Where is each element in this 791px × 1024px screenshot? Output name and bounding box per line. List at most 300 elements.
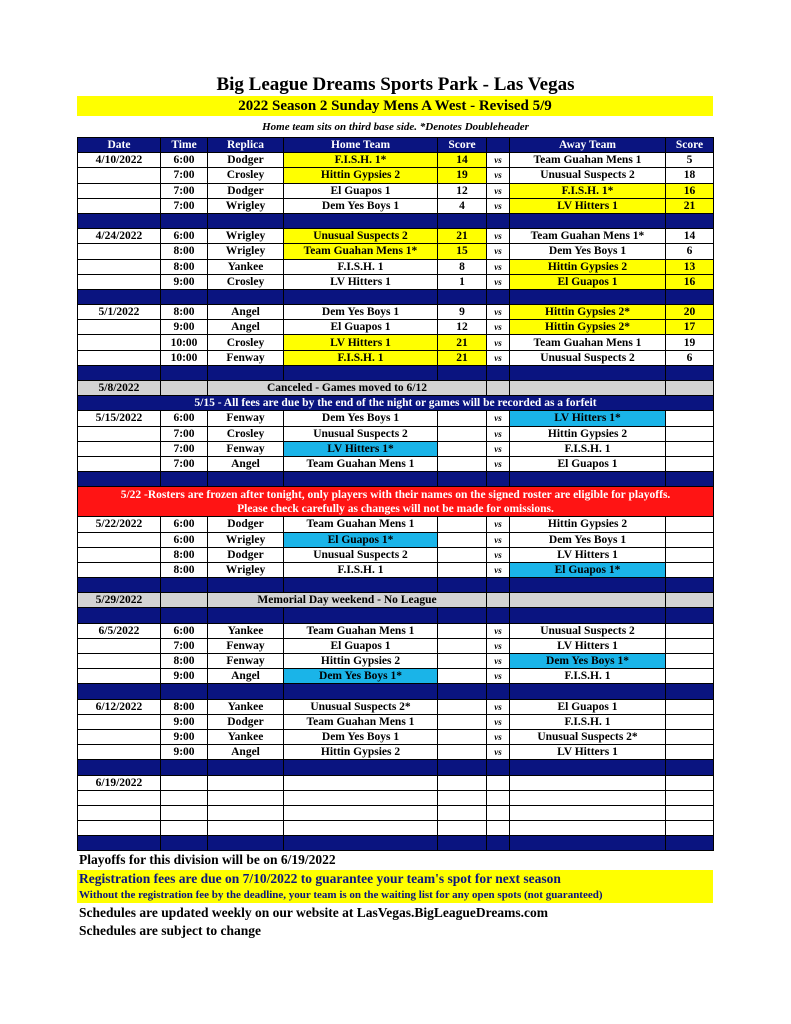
date-cell — [78, 805, 161, 820]
time-cell: 8:00 — [161, 562, 208, 577]
home-team-cell: Dem Yes Boys 1 — [284, 198, 438, 213]
score-cell — [666, 593, 714, 608]
game-row — [78, 532, 714, 547]
date-cell — [78, 532, 161, 547]
away-team-cell: Hittin Gypsies 2 — [510, 259, 666, 274]
date-cell — [78, 562, 161, 577]
vs-cell: vs — [487, 547, 510, 562]
away-team-cell: F.I.S.H. 1 — [510, 669, 666, 684]
away-cell — [510, 381, 666, 396]
separator-cell — [161, 365, 208, 380]
separator-cell — [438, 289, 487, 304]
separator-cell — [208, 608, 284, 623]
date-cell — [78, 456, 161, 471]
header-time: Time — [161, 138, 208, 153]
away-team-cell: El Guapos 1 — [510, 699, 666, 714]
page-title: Big League Dreams Sports Park - Las Vegas — [216, 74, 575, 95]
replica-cell: Wrigley — [208, 532, 284, 547]
home-team-cell: Unusual Suspects 2* — [284, 699, 438, 714]
away-team-cell: Hittin Gypsies 2 — [510, 426, 666, 441]
separator-cell — [208, 213, 284, 228]
vs-cell: vs — [487, 335, 510, 350]
home-score-cell — [438, 714, 487, 729]
vs-cell: vs — [487, 229, 510, 244]
vs-cell: vs — [487, 456, 510, 471]
date-cell — [78, 638, 161, 653]
time-cell: 6:00 — [161, 153, 208, 168]
separator-cell — [161, 472, 208, 487]
home-score-cell — [438, 547, 487, 562]
vs-cell — [487, 593, 510, 608]
vs-cell: vs — [487, 441, 510, 456]
separator-cell — [666, 608, 714, 623]
replica-cell: Fenway — [208, 350, 284, 365]
vs-cell: vs — [487, 532, 510, 547]
notice-cell: Canceled - Games moved to 6/12 — [208, 381, 487, 396]
away-team-cell: F.I.S.H. 1 — [510, 714, 666, 729]
separator-cell — [208, 578, 284, 593]
game-row — [78, 198, 714, 213]
separator-cell — [666, 684, 714, 699]
separator-cell — [666, 578, 714, 593]
separator-cell — [208, 365, 284, 380]
replica-cell: Dodger — [208, 153, 284, 168]
empty-cell — [208, 805, 284, 820]
home-team-cell: Unusual Suspects 2 — [284, 229, 438, 244]
separator-cell — [161, 578, 208, 593]
date-cell — [78, 335, 161, 350]
separator-cell — [438, 213, 487, 228]
empty-row — [78, 790, 714, 805]
canceled-row — [78, 381, 714, 396]
separator-cell — [487, 684, 510, 699]
home-team-cell: Hittin Gypsies 2 — [284, 654, 438, 669]
replica-cell: Fenway — [208, 654, 284, 669]
away-team-cell: Hittin Gypsies 2* — [510, 320, 666, 335]
time-cell: 6:00 — [161, 411, 208, 426]
game-row — [78, 669, 714, 684]
separator-cell — [666, 289, 714, 304]
separator-cell — [510, 684, 666, 699]
away-team-cell: Dem Yes Boys 1* — [510, 654, 666, 669]
schedule-table — [77, 137, 714, 851]
separator-cell — [510, 289, 666, 304]
home-score-cell: 9 — [438, 305, 487, 320]
empty-cell — [666, 821, 714, 836]
separator-cell — [487, 365, 510, 380]
waiting-list-note: Without the registration fee by the deadline, your team is on the waiting list for any open spots (not guaranteed) — [79, 889, 603, 901]
separator-cell — [208, 760, 284, 775]
schedule-note: Home team sits on third base side. *Denotes Doubleheader — [262, 121, 529, 133]
home-score-cell — [438, 745, 487, 760]
date-cell: 5/22/2022 — [78, 517, 161, 532]
home-score-cell: 14 — [438, 153, 487, 168]
time-cell: 7:00 — [161, 426, 208, 441]
date-cell — [78, 426, 161, 441]
vs-cell: vs — [487, 562, 510, 577]
roster-alert-row — [78, 487, 714, 517]
time-cell: 7:00 — [161, 638, 208, 653]
home-team-cell: Team Guahan Mens 1 — [284, 623, 438, 638]
empty-cell — [510, 821, 666, 836]
roster-alert-line: Please check carefully as changes will not be made for omissions. — [237, 502, 554, 515]
separator-cell — [78, 684, 161, 699]
replica-cell: Wrigley — [208, 562, 284, 577]
away-team-cell: Dem Yes Boys 1 — [510, 532, 666, 547]
empty-cell — [510, 775, 666, 790]
empty-cell — [284, 790, 438, 805]
separator-cell — [78, 472, 161, 487]
header-date: Date — [78, 138, 161, 153]
home-team-cell: F.I.S.H. 1 — [284, 259, 438, 274]
home-team-cell: Dem Yes Boys 1 — [284, 305, 438, 320]
game-row — [78, 426, 714, 441]
separator-cell — [438, 684, 487, 699]
home-score-cell — [438, 517, 487, 532]
header-home-score: Score — [438, 138, 487, 153]
season-subtitle: 2022 Season 2 Sunday Mens A West - Revised 5/9 — [77, 96, 713, 116]
empty-cell — [438, 805, 487, 820]
away-team-cell: LV Hitters 1 — [510, 745, 666, 760]
separator-row — [78, 289, 714, 304]
separator-cell — [78, 213, 161, 228]
vs-cell: vs — [487, 745, 510, 760]
replica-cell: Angel — [208, 320, 284, 335]
date-cell — [78, 198, 161, 213]
vs-cell: vs — [487, 153, 510, 168]
home-team-cell: Unusual Suspects 2 — [284, 547, 438, 562]
time-cell: 6:00 — [161, 532, 208, 547]
home-score-cell — [438, 699, 487, 714]
date-cell — [78, 168, 161, 183]
home-team-cell: Hittin Gypsies 2 — [284, 745, 438, 760]
vs-cell: vs — [487, 699, 510, 714]
away-team-cell: F.I.S.H. 1* — [510, 183, 666, 198]
game-row — [78, 699, 714, 714]
game-row — [78, 623, 714, 638]
separator-cell — [208, 836, 284, 851]
separator-cell — [487, 578, 510, 593]
away-team-cell: Unusual Suspects 2 — [510, 350, 666, 365]
replica-cell: Yankee — [208, 259, 284, 274]
separator-row — [78, 365, 714, 380]
empty-cell — [487, 805, 510, 820]
away-team-cell: LV Hitters 1* — [510, 411, 666, 426]
replica-cell: Dodger — [208, 517, 284, 532]
separator-cell — [666, 472, 714, 487]
vs-cell: vs — [487, 654, 510, 669]
time-cell: 6:00 — [161, 623, 208, 638]
away-team-cell: F.I.S.H. 1 — [510, 441, 666, 456]
away-score-cell: 18 — [666, 168, 714, 183]
playoffs-note: Playoffs for this division will be on 6/19/2022 — [79, 852, 336, 867]
replica-cell: Dodger — [208, 183, 284, 198]
home-team-cell: Dem Yes Boys 1 — [284, 729, 438, 744]
empty-cell — [161, 821, 208, 836]
date-cell — [78, 790, 161, 805]
game-row — [78, 350, 714, 365]
away-team-cell: LV Hitters 1 — [510, 638, 666, 653]
separator-cell — [487, 289, 510, 304]
away-score-cell — [666, 456, 714, 471]
away-score-cell — [666, 699, 714, 714]
home-score-cell — [438, 638, 487, 653]
away-score-cell: 6 — [666, 244, 714, 259]
vs-cell: vs — [487, 305, 510, 320]
time-cell — [161, 381, 208, 396]
time-cell: 9:00 — [161, 729, 208, 744]
separator-cell — [438, 472, 487, 487]
table-header-row — [78, 138, 714, 153]
home-score-cell: 21 — [438, 229, 487, 244]
time-cell: 9:00 — [161, 320, 208, 335]
home-score-cell: 1 — [438, 274, 487, 289]
empty-cell — [284, 775, 438, 790]
replica-cell: Dodger — [208, 714, 284, 729]
replica-cell: Yankee — [208, 699, 284, 714]
away-team-cell: El Guapos 1* — [510, 562, 666, 577]
separator-cell — [161, 608, 208, 623]
separator-row — [78, 836, 714, 851]
separator-cell — [666, 213, 714, 228]
time-cell: 10:00 — [161, 350, 208, 365]
date-cell — [78, 714, 161, 729]
separator-cell — [284, 289, 438, 304]
away-cell — [510, 593, 666, 608]
away-team-cell: Dem Yes Boys 1 — [510, 244, 666, 259]
away-score-cell — [666, 517, 714, 532]
home-score-cell: 4 — [438, 198, 487, 213]
header-away-team: Away Team — [510, 138, 666, 153]
separator-cell — [78, 760, 161, 775]
game-row — [78, 411, 714, 426]
separator-cell — [208, 289, 284, 304]
time-cell: 6:00 — [161, 517, 208, 532]
time-cell — [161, 593, 208, 608]
date-cell — [78, 821, 161, 836]
empty-cell — [510, 790, 666, 805]
game-row — [78, 244, 714, 259]
date-cell: 4/24/2022 — [78, 229, 161, 244]
game-row — [78, 441, 714, 456]
away-team-cell: Unusual Suspects 2 — [510, 623, 666, 638]
date-cell: 4/10/2022 — [78, 153, 161, 168]
home-team-cell: El Guapos 1 — [284, 638, 438, 653]
empty-row — [78, 821, 714, 836]
time-cell: 6:00 — [161, 229, 208, 244]
home-score-cell — [438, 729, 487, 744]
game-row — [78, 259, 714, 274]
away-team-cell: LV Hitters 1 — [510, 547, 666, 562]
game-row — [78, 183, 714, 198]
game-row — [78, 320, 714, 335]
replica-cell: Crosley — [208, 426, 284, 441]
registration-note: Registration fees are due on 7/10/2022 to guarantee your team's spot for next season — [79, 871, 561, 886]
separator-cell — [487, 760, 510, 775]
time-cell: 7:00 — [161, 183, 208, 198]
home-team-cell: Unusual Suspects 2 — [284, 426, 438, 441]
date-cell — [78, 183, 161, 198]
vs-cell — [487, 381, 510, 396]
away-score-cell — [666, 623, 714, 638]
vs-cell: vs — [487, 411, 510, 426]
game-row — [78, 456, 714, 471]
game-row — [78, 562, 714, 577]
home-score-cell — [438, 623, 487, 638]
away-team-cell: Team Guahan Mens 1 — [510, 153, 666, 168]
separator-cell — [510, 760, 666, 775]
header-home-team: Home Team — [284, 138, 438, 153]
time-cell: 7:00 — [161, 198, 208, 213]
separator-cell — [510, 472, 666, 487]
game-row — [78, 335, 714, 350]
separator-cell — [438, 578, 487, 593]
replica-cell: Angel — [208, 745, 284, 760]
away-team-cell: Hittin Gypsies 2* — [510, 305, 666, 320]
replica-cell: Crosley — [208, 274, 284, 289]
separator-cell — [78, 578, 161, 593]
vs-cell: vs — [487, 168, 510, 183]
home-team-cell: F.I.S.H. 1* — [284, 153, 438, 168]
date-cell — [78, 350, 161, 365]
separator-cell — [666, 836, 714, 851]
separator-cell — [284, 472, 438, 487]
home-team-cell: El Guapos 1 — [284, 183, 438, 198]
separator-cell — [438, 365, 487, 380]
home-team-cell: Team Guahan Mens 1* — [284, 244, 438, 259]
game-row — [78, 168, 714, 183]
replica-cell: Yankee — [208, 729, 284, 744]
replica-cell: Fenway — [208, 411, 284, 426]
empty-cell — [438, 775, 487, 790]
separator-cell — [510, 608, 666, 623]
date-cell: 6/5/2022 — [78, 623, 161, 638]
empty-row — [78, 805, 714, 820]
away-score-cell — [666, 547, 714, 562]
home-team-cell: El Guapos 1* — [284, 532, 438, 547]
home-score-cell — [438, 441, 487, 456]
home-team-cell: F.I.S.H. 1 — [284, 350, 438, 365]
game-row — [78, 517, 714, 532]
empty-cell — [161, 775, 208, 790]
home-team-cell: LV Hitters 1 — [284, 335, 438, 350]
separator-cell — [161, 684, 208, 699]
away-score-cell — [666, 638, 714, 653]
vs-cell: vs — [487, 729, 510, 744]
away-score-cell: 6 — [666, 350, 714, 365]
time-cell: 9:00 — [161, 274, 208, 289]
website-note: Schedules are updated weekly on our website at LasVegas.BigLeagueDreams.com — [79, 905, 549, 920]
separator-cell — [666, 365, 714, 380]
away-score-cell — [666, 745, 714, 760]
empty-cell — [161, 805, 208, 820]
away-score-cell — [666, 562, 714, 577]
replica-cell: Yankee — [208, 623, 284, 638]
empty-cell — [161, 790, 208, 805]
away-score-cell — [666, 441, 714, 456]
empty-cell — [487, 790, 510, 805]
empty-cell — [666, 790, 714, 805]
replica-cell: Crosley — [208, 168, 284, 183]
separator-cell — [284, 578, 438, 593]
empty-cell — [208, 790, 284, 805]
replica-cell: Crosley — [208, 335, 284, 350]
separator-cell — [510, 213, 666, 228]
separator-cell — [284, 365, 438, 380]
away-team-cell: Hittin Gypsies 2 — [510, 517, 666, 532]
date-cell — [78, 745, 161, 760]
separator-cell — [510, 365, 666, 380]
home-score-cell: 19 — [438, 168, 487, 183]
empty-cell — [666, 775, 714, 790]
game-row — [78, 274, 714, 289]
vs-cell: vs — [487, 244, 510, 259]
away-score-cell — [666, 714, 714, 729]
separator-cell — [161, 213, 208, 228]
separator-row — [78, 213, 714, 228]
replica-cell: Wrigley — [208, 229, 284, 244]
separator-cell — [284, 608, 438, 623]
date-cell — [78, 729, 161, 744]
replica-cell: Dodger — [208, 547, 284, 562]
notice-banner: 5/15 - All fees are due by the end of the night or games will be recorded as a forfeit — [78, 396, 714, 411]
empty-cell — [208, 775, 284, 790]
home-score-cell: 12 — [438, 320, 487, 335]
away-score-cell — [666, 669, 714, 684]
date-cell — [78, 320, 161, 335]
home-score-cell — [438, 411, 487, 426]
separator-cell — [666, 760, 714, 775]
time-cell: 7:00 — [161, 441, 208, 456]
empty-cell — [438, 790, 487, 805]
canceled-row — [78, 593, 714, 608]
header-away-score: Score — [666, 138, 714, 153]
separator-cell — [438, 760, 487, 775]
roster-alert — [78, 487, 714, 517]
vs-cell: vs — [487, 198, 510, 213]
separator-cell — [78, 365, 161, 380]
game-row — [78, 714, 714, 729]
vs-cell: vs — [487, 259, 510, 274]
away-score-cell — [666, 729, 714, 744]
time-cell: 10:00 — [161, 335, 208, 350]
home-team-cell: Team Guahan Mens 1 — [284, 456, 438, 471]
home-team-cell: Hittin Gypsies 2 — [284, 168, 438, 183]
time-cell: 9:00 — [161, 745, 208, 760]
separator-row — [78, 608, 714, 623]
replica-cell: Angel — [208, 305, 284, 320]
away-team-cell: El Guapos 1 — [510, 456, 666, 471]
home-team-cell: LV Hitters 1 — [284, 274, 438, 289]
separator-cell — [284, 836, 438, 851]
date-cell — [78, 274, 161, 289]
separator-cell — [510, 578, 666, 593]
home-score-cell: 15 — [438, 244, 487, 259]
separator-cell — [487, 472, 510, 487]
separator-cell — [78, 836, 161, 851]
date-cell: 5/15/2022 — [78, 411, 161, 426]
game-row — [78, 305, 714, 320]
notice-cell: Memorial Day weekend - No League — [208, 593, 487, 608]
away-team-cell: Unusual Suspects 2* — [510, 729, 666, 744]
away-score-cell: 21 — [666, 198, 714, 213]
separator-cell — [284, 213, 438, 228]
away-score-cell — [666, 411, 714, 426]
date-cell: 5/8/2022 — [78, 381, 161, 396]
away-score-cell — [666, 654, 714, 669]
time-cell: 8:00 — [161, 654, 208, 669]
time-cell: 8:00 — [161, 547, 208, 562]
